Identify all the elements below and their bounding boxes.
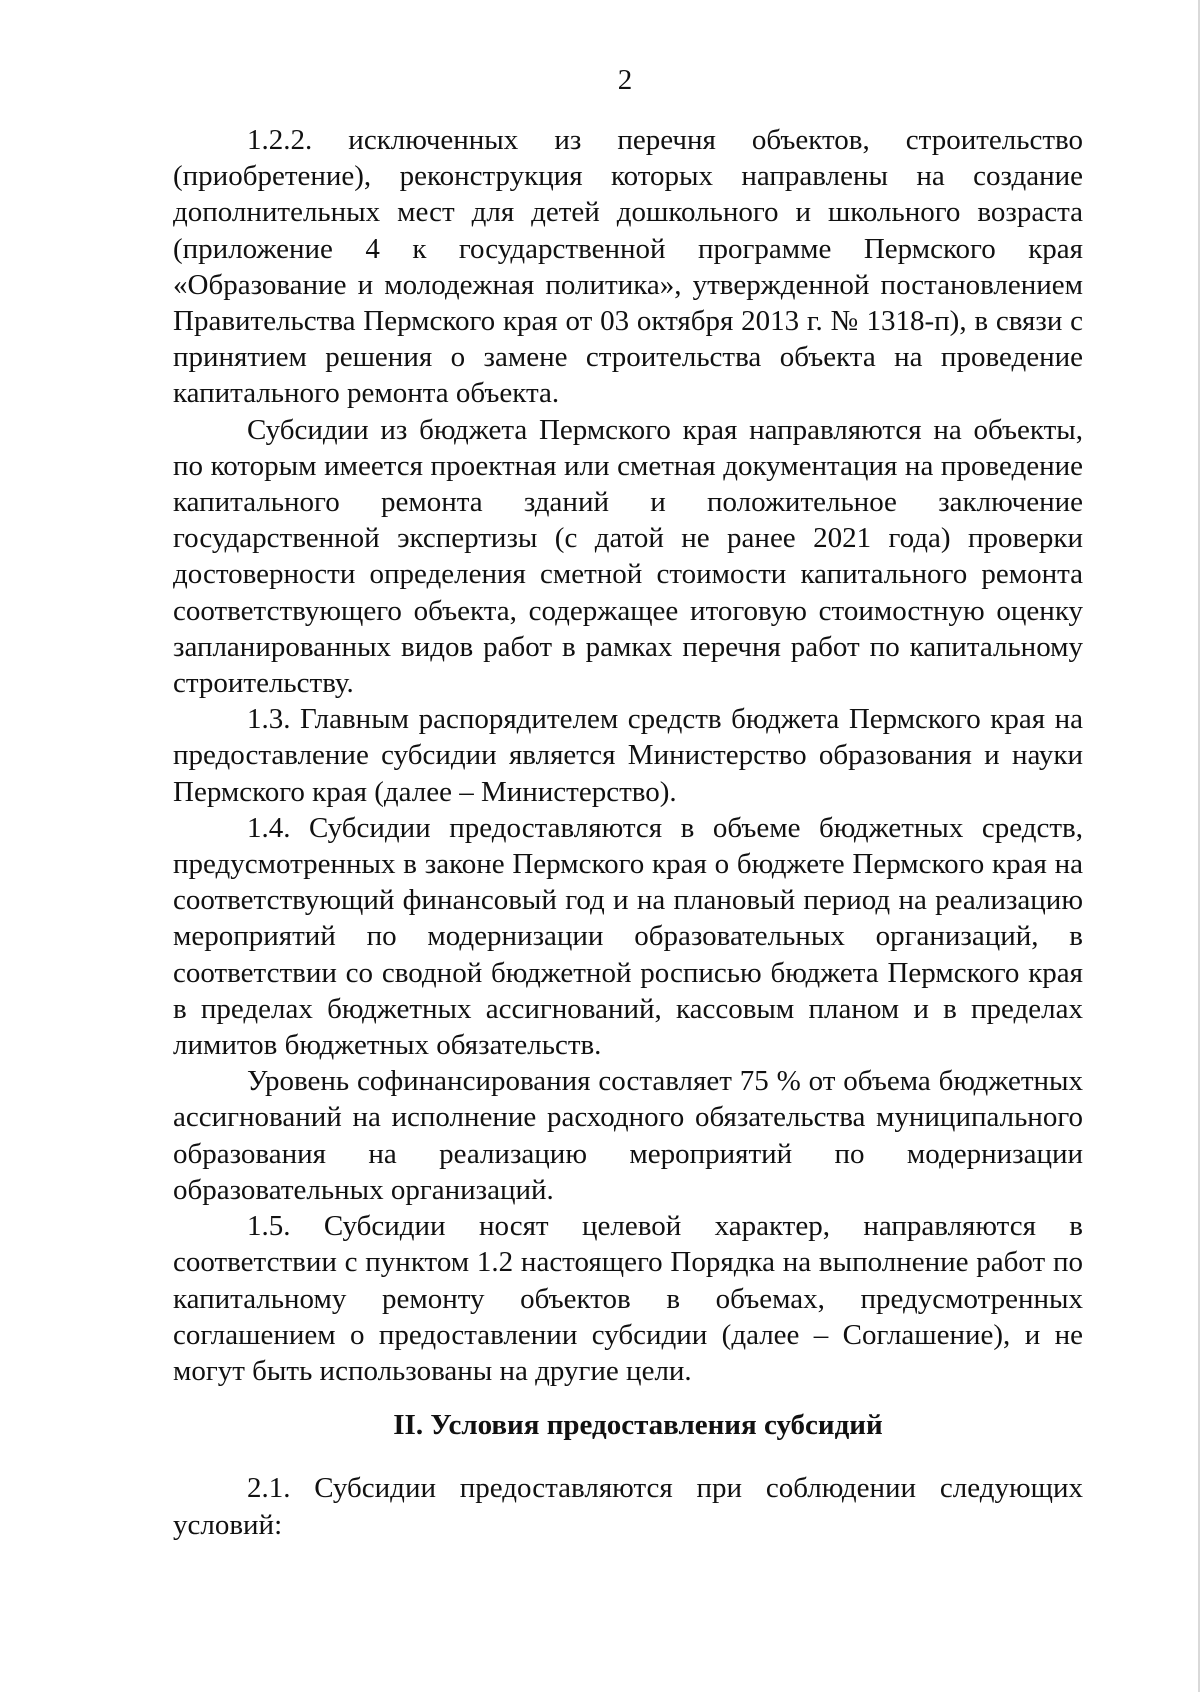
paragraph-1-3: 1.3. Главным распорядителем средств бюджета Пермского края на предоставление субсидии является Министерство образования и науки Пермского края (далее – Министерство).	[173, 703, 1083, 808]
document-body	[173, 122, 1083, 1543]
paragraph-1-5: 1.5. Субсидии носят целевой характер, направляются в соответствии с пунктом 1.2 настоящего Порядка на выполнение работ по капитальному ремонту объектов в объемах, предусмотренных соглашением о предоставлении субсидии (далее – Соглашение), и не могут быть использованы на другие цели.	[173, 1210, 1083, 1387]
page-number: 2	[617, 64, 633, 96]
paragraph-1-4: 1.4. Субсидии предоставляются в объеме бюджетных средств, предусмотренных в законе Пермского края о бюджете Пермского края на соответствующий финансовый год и на плановый период на реализацию мероприятий по модернизации образовательных организаций, в соответствии со сводной бюджетной росписью бюджета Пермского края в пределах бюджетных ассигнований, кассовым планом и в пределах лимитов бюджетных обязательств.	[173, 811, 1083, 1062]
section-heading: II. Условия предоставления субсидий	[393, 1409, 883, 1442]
paragraph-1-2-2: 1.2.2. исключенных из перечня объектов, строительство (приобретение), реконструкция которых направлены на создание дополнительных мест для детей дошкольного и школьного возраста (приложение 4 к государственной программе Пермского края «Образование и молодежная политика», утвержденной постановлением Правительства Пермского края от 03 октября 2013 г. № 1318-п), в связи с принятием решения о замене строительства объекта на проведение капитального ремонта объекта.	[173, 124, 1083, 410]
paragraph-2-1: 2.1. Субсидии предоставляются при соблюдении следующих условий:	[173, 1472, 1083, 1541]
paragraph-cofinancing-level: Уровень софинансирования составляет 75 % от объема бюджетных ассигнований на исполнение расходного обязательства муниципального образования на реализацию мероприятий по модернизации образовательных организаций.	[173, 1065, 1083, 1206]
paragraph-subsidies-objects: Субсидии из бюджета Пермского края направляются на объекты, по которым имеется проектная или сметная документация на проведение капитального ремонта зданий и положительное заключение государственной экспертизы (с датой не ранее 2021 года) проверки достоверности определения сметной стоимости капитального ремонта соответствующего объекта, содержащее итоговую стоимостную оценку запланированных видов работ в рамках перечня работ по капитальному строительству.	[173, 413, 1083, 700]
